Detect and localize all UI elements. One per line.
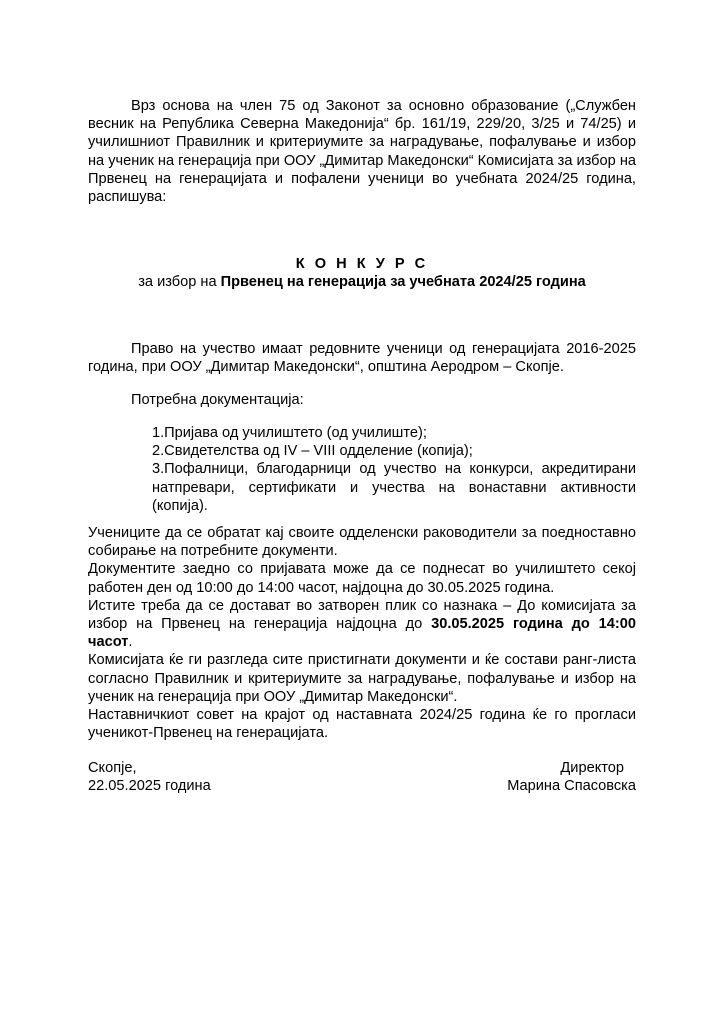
list-item: 1.Пријава од училиштето (од училиште); (152, 425, 427, 441)
envelope-suffix: . (128, 634, 133, 651)
instructions-section (88, 524, 636, 742)
list-item: 3.Пофалници, благодарници од учество на конкурси, акредитирани натпревари, сертификати и учества на вонаставни активности (копија). (152, 461, 636, 514)
participation-paragraph: Право на учество имаат редовните ученици од генерацијата 2016-2025 година, при ООУ „Димитар Македонски“, општина Аеродром – Скопје. (88, 341, 636, 376)
role-text: Директор (560, 760, 624, 776)
document-subtitle (88, 273, 636, 291)
heading-section (88, 255, 636, 291)
list-item: 2.Свидетелства од IV – VIII одделение (копија); (152, 443, 473, 460)
subtitle-bold: Првенец на генерација за учебната 2024/25 година (220, 274, 586, 291)
docs-list (152, 424, 636, 515)
document-title: К О Н К У Р С (295, 256, 429, 272)
paragraph-contact: Учениците да се обратат кај своите одделенски раководители за поедноставно собирање на потребните документи. (88, 525, 636, 560)
envelope-text: Истите треба да се достават во затворен плик со назнака – До комисијата за избор на Првенец на генерација најдоцна до (88, 597, 636, 633)
paragraph-envelope (88, 597, 636, 652)
participation-section (88, 340, 636, 376)
intro-paragraph: Врз основа на член 75 од Законот за основно образование („Службен весник на Република Северна Македонија“ бр. 161/19, 229/20, 3/25 и 74/25) и училишниот Правилник и критериумите за наградување, пофалување и избор на ученик на генерација при ООУ „Димитар Македонски“ Комисијата за избор на Првенец на генерацијата и пофалени ученици во учебната 2024/25 година, распишува: (88, 98, 636, 206)
intro-section (88, 97, 636, 206)
signatory-name: Марина Спасовска (507, 778, 636, 795)
date-text: 22.05.2025 година (88, 778, 211, 795)
subtitle-prefix: за избор на (138, 274, 221, 291)
signature-block (507, 759, 636, 795)
paragraph-council: Наставничкиот совет на крајот од наставната 2024/25 година ќе го прогласи ученикот-Првенец на генерацијата. (88, 707, 636, 742)
deadline-bold: 30.05.2025 година до 14:00 часот (88, 616, 637, 651)
paragraph-submission: Документите заедно со пријавата може да се поднесат во училиштето секој работен ден од 10:00 до 14:00 часот, најдоцна до 30.05.2025 година. (88, 561, 636, 596)
docs-label: Потребна документација: (131, 392, 304, 408)
paragraph-commission: Комисијата ќе ги разгледа сите пристигнати документи и ќе состави ранг-листа согласно Правилник и критериумите за наградување, пофалување и избор на ученик на генерација при ООУ „Димитар Македонски“. (88, 652, 636, 705)
place-date-block (88, 759, 211, 795)
place-text: Скопје, (88, 760, 137, 776)
